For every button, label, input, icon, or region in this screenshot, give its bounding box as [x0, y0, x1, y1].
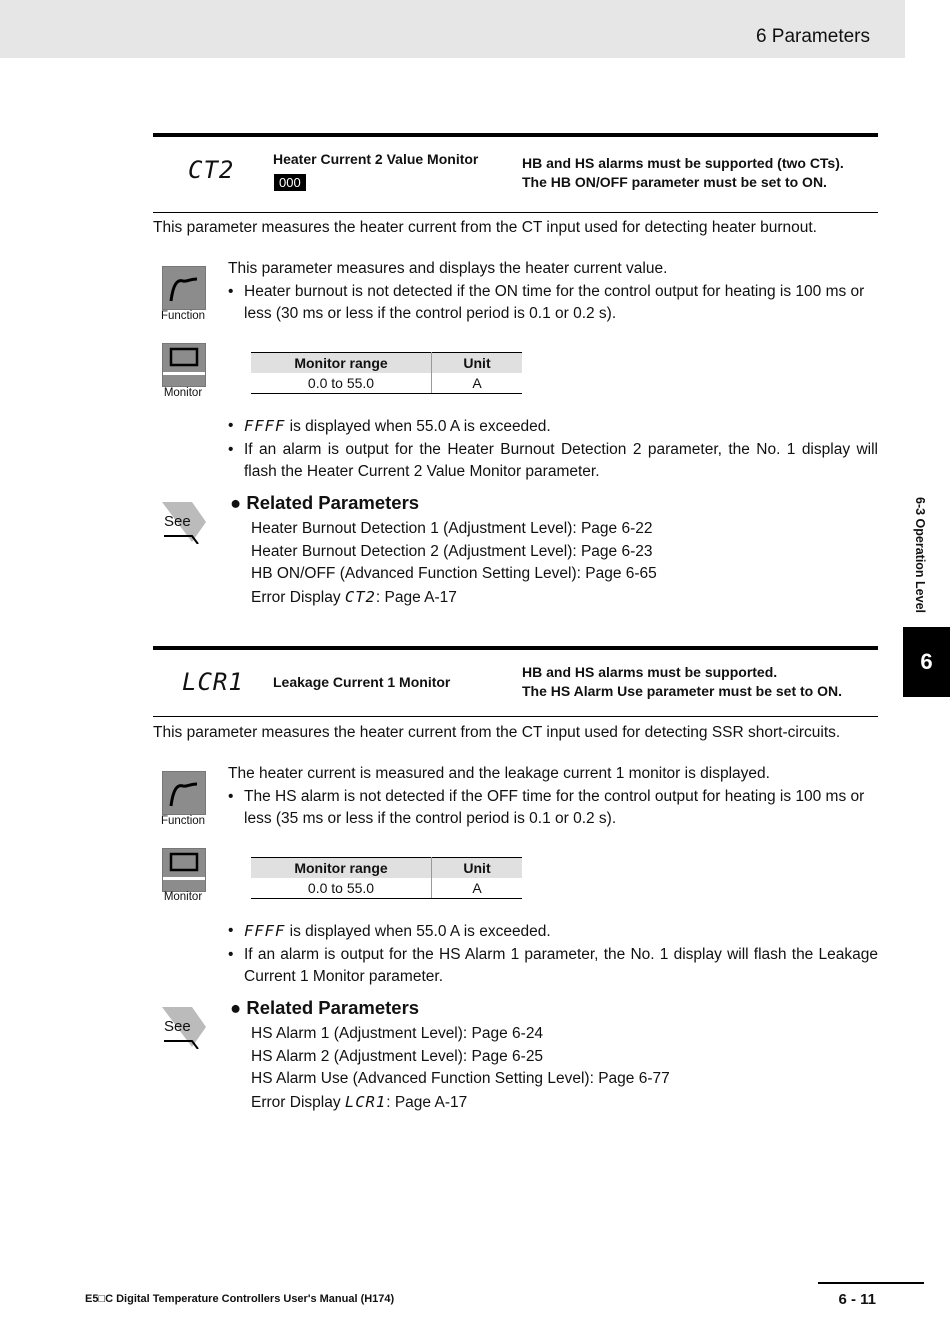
related-item: Error Display CT2: Page A-17 [251, 587, 457, 606]
function-label: Function [160, 310, 206, 322]
section-header-rule [153, 212, 878, 213]
function-icon [162, 266, 206, 310]
related-item: HB ON/OFF (Advanced Function Setting Level): Page 6-65 [251, 565, 657, 582]
related-list [251, 1023, 670, 1114]
section-top-rule [153, 646, 878, 650]
param-conditions: HB and HS alarms must be supported. The HS Alarm Use parameter must be set to ON. [522, 664, 843, 699]
monitor-notes: • FFFF is displayed when 55.0 A is exceeded. • If an alarm is output for the Heater Burnout Detection 2 parameter, the No. 1 display will flash the Heater Current 2 Value Monitor parameter. [228, 415, 878, 484]
monitor-table [251, 352, 522, 394]
function-icon-group [162, 266, 206, 310]
monitor-icon [162, 343, 206, 387]
table-cell: A [432, 373, 523, 394]
table-header: Unit [432, 353, 523, 374]
monitor-notes: • FFFF is displayed when 55.0 A is exceeded. • If an alarm is output for the HS Alarm 1 parameter, the No. 1 display will flash the Leakage Current 1 Monitor parameter. [228, 920, 878, 989]
param-code: LCR1 [182, 668, 244, 696]
function-icon-group [162, 771, 206, 815]
param-intro: This parameter measures the heater current from the CT input used for detecting heater burnout. [153, 219, 817, 236]
level-badge: 000 [274, 174, 306, 191]
related-item: Heater Burnout Detection 1 (Adjustment Level): Page 6-22 [251, 520, 653, 537]
page-header-title: 6 Parameters [755, 26, 870, 47]
related-item: HS Alarm 2 (Adjustment Level): Page 6-25 [251, 1047, 544, 1065]
param-name: Heater Current 2 Value Monitor [273, 151, 479, 167]
chapter-tab: 6 [903, 627, 950, 697]
section-side-label: 6-3 Operation Level [913, 497, 927, 614]
see-label: See [164, 1018, 191, 1035]
footer-rule [818, 1282, 924, 1284]
param-code: CT2 [188, 156, 235, 184]
related-list [251, 518, 657, 609]
related-item: HS Alarm Use (Advanced Function Setting Level): Page 6-77 [251, 1070, 670, 1087]
table-cell: 0.0 to 55.0 [251, 373, 432, 394]
related-heading: ● Related Parameters [230, 492, 420, 513]
monitor-table [251, 857, 522, 899]
monitor-icon-group [162, 848, 206, 892]
table-header: Unit [432, 858, 523, 879]
table-header: Monitor range [251, 858, 432, 879]
section-top-rule [153, 133, 878, 137]
function-text: This parameter measures and displays the heater current value. • Heater burnout is not detected if the ON time for the control output for heating is 100 ms or less (30 ms or less if the control period is 0.1 or 0.2 s). [228, 258, 878, 326]
page-number: 6 - 11 [838, 1291, 876, 1308]
table-cell: 0.0 to 55.0 [251, 878, 432, 899]
monitor-label: Monitor [163, 387, 203, 399]
param-intro: This parameter measures the heater current from the CT input used for detecting SSR short-circuits. [153, 724, 841, 741]
related-heading: ● Related Parameters [230, 997, 420, 1018]
table-cell: A [432, 878, 523, 899]
monitor-label: Monitor [163, 891, 203, 903]
param-name: Leakage Current 1 Monitor [273, 674, 451, 690]
param-conditions: HB and HS alarms must be supported (two CTs). The HB ON/OFF parameter must be set to ON. [522, 155, 844, 190]
monitor-icon [162, 848, 206, 892]
see-label: See [164, 513, 191, 530]
related-item: HS Alarm 1 (Adjustment Level): Page 6-24 [251, 1025, 544, 1042]
related-item: Error Display LCR1: Page A-17 [251, 1092, 468, 1111]
function-icon [162, 771, 206, 815]
footer-manual-title: E5□C Digital Temperature Controllers User's Manual (H174) [85, 1293, 395, 1305]
section-header-rule [153, 716, 878, 717]
related-item: Heater Burnout Detection 2 (Adjustment Level): Page 6-23 [251, 542, 653, 560]
function-text: The heater current is measured and the leakage current 1 monitor is displayed. • The HS alarm is not detected if the OFF time for the control output for heating is 100 ms or less (35 ms or less if the control period is 0.1 or 0.2 s). [228, 763, 878, 831]
monitor-icon-group [162, 343, 206, 387]
table-header: Monitor range [251, 353, 432, 374]
function-label: Function [160, 815, 206, 827]
